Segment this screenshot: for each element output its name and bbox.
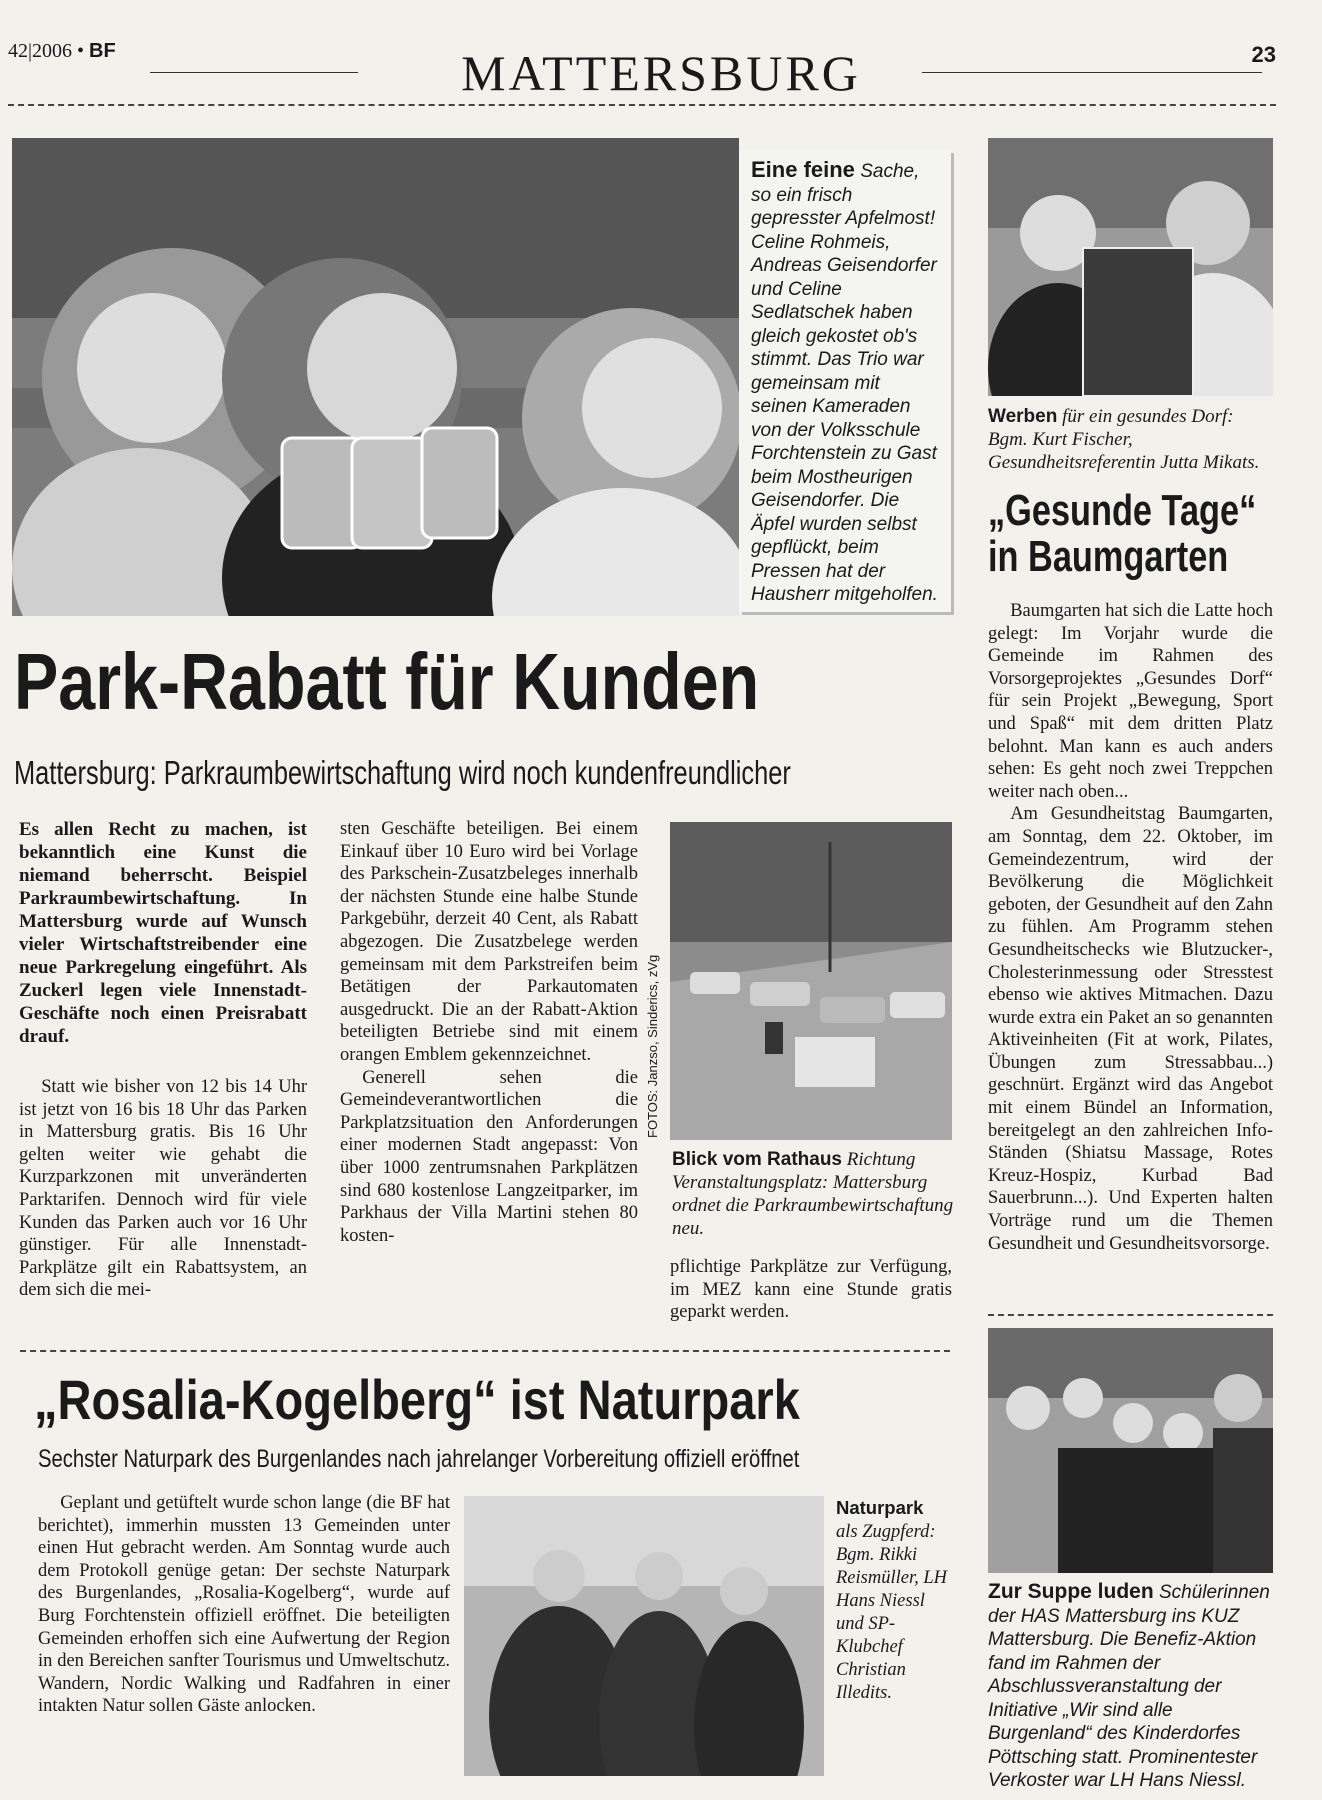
- suppe-divider: [988, 1314, 1273, 1316]
- naturpark-illustration: [464, 1496, 824, 1776]
- cider-children-illustration: [12, 138, 739, 616]
- gesunde-headline-line2: in Baumgarten: [988, 532, 1229, 581]
- gesunde-paragraph-1: Baumgarten hat sich die Latte hoch gelegt: Im Vorjahr wurde die Gemeinde im Rahmen des Vorsorgeprojektes „Gesundes Dorf“ für sein Projekt „Bewegung, Sport und Spaß“ mit dem dritten Platz belohnt. Man kann es auch anders sehen: Es geht noch zwei Treppchen weiter nach oben...: [988, 601, 1273, 802]
- werben-photo: [988, 138, 1273, 396]
- rathaus-caption-lead: Blick vom Rathaus: [672, 1149, 842, 1170]
- park-column-3: [670, 1256, 952, 1324]
- park-column-2-para-2: Generell sehen die Gemeindeverantwortlichen die Parkplatzsituation den Anforderungen einer modernen Stadt angepasst: Von über 1000 zentrumsnahen Parkplätzen sind 680 kostenlose Langzeitparker, im Parkhaus der Villa Martini stehen 80 kosten-: [340, 1067, 638, 1246]
- suppe-photo: [988, 1328, 1273, 1573]
- park-subhead: Mattersburg: Parkraumbewirtschaftung wird noch kundenfreundlicher: [14, 754, 791, 791]
- suppe-caption-body: Schülerinnen der HAS Mattersburg ins KUZ Mattersburg. Die Benefiz-Aktion fand im Rahmen der Abschlussveranstaltung der Initiative „Wir sind alle Burgenland“ des Kinderdorfes Pöttsching statt. Prominentester Verkoster war LH Hans Niessl.: [988, 1582, 1270, 1791]
- issue-bullet: •: [77, 40, 85, 62]
- section-title: MATTERSBURG: [461, 45, 861, 101]
- rosalia-divider: [20, 1350, 950, 1352]
- werben-caption: [988, 405, 1273, 474]
- werben-caption-lead: Werben: [988, 406, 1058, 427]
- page-number: 23: [1251, 42, 1276, 67]
- parking-lot-illustration: [670, 822, 952, 1140]
- top-caption-body: Sache, so ein frisch gepresster Apfelmost! Celine Rohmeis, Andreas Geisendorfer und Celine Sedlatschek haben gleich gekostet ob's stimmt. Das Trio war gemeinsam mit seinen Kameraden von der Volksschule Forchtenstein zu Gast beim Mostheurigen Geisendorfer. Die Äpfel wurden selbst gepflückt, beim Pressen hat der Hausherr mitgeholfen.: [751, 161, 938, 605]
- paper-logo: BF: [89, 40, 116, 62]
- cider-children-photo: [12, 138, 739, 616]
- suppe-caption-lead: Zur Suppe luden: [988, 1580, 1154, 1603]
- rosalia-body-text: Geplant und getüftelt wurde schon lange (die BF hat berichtet), immerhin mussten 13 Gemeinden unter einen Hut gebracht werden. Am Sonntag wurde auch dem Protokoll genüge getan: Der sechste Naturpark des Burgenlandes, „Rosalia-Kogelberg“, wurde auf Burg Forchtenstein offiziell eröffnet. Die beteiligten Gemeinden erhoffen sich eine Aufwertung der Region in den Bereichen sanfter Tourismus und Umweltschutz. Wandern, Nordic Walking und Radfahren in einer intakten Natur sollen Gäste anlocken.: [38, 1493, 450, 1717]
- gesunde-paragraph-2: Am Gesundheitstag Baumgarten, am Sonntag, dem 22. Oktober, im Gemeindezentrum, wird der Bevölkerung die Möglichkeit geboten, der Gesundheit auf den Zahn zu fühlen. Am Programm stehen Gesundheitschecks wie Blutzucker-, Cholesterinmessung oder Stresstest ebenso wie aktives Mitmachen. Dazu wurde extra ein Paket an so genannten Aktiveinheiten (Fit at work, Pilates, Übungen zum Stressabbau...) geschnürt. Ergänzt wird das Angebot mit einem Bündel an Information, bereitgelegt an den zahlreichen Info-Ständen (Shiatsu Massage, Rotes Kreuz-Hospiz, Kurbad Bad Sauerbrunn...). Und Experten halten Vorträge rund um die Themen Gesundheit und Gesundheitsvorsorge.: [988, 804, 1273, 1254]
- photo-credit: FOTOS: Janzso, Sinderics, zVg: [645, 954, 660, 1138]
- naturpark-caption-lead: Naturpark: [836, 1497, 924, 1518]
- rathaus-caption: [672, 1148, 954, 1240]
- rosalia-subhead: Sechster Naturpark des Burgenlandes nach jahrelanger Vorbereitung offiziell eröffnet: [38, 1445, 800, 1473]
- werben-caption-body: für ein gesundes Dorf: Bgm. Kurt Fischer, Gesundheitsreferentin Jutta Mikats.: [988, 406, 1260, 473]
- rosalia-body: [38, 1492, 450, 1718]
- park-column-1: [19, 1076, 307, 1302]
- park-headline: Park-Rabatt für Kunden: [14, 637, 760, 726]
- rathaus-view-photo: [670, 822, 952, 1140]
- header-rule-right: [922, 72, 1262, 73]
- park-lead: Es allen Recht zu machen, ist bekanntlich eine Kunst die niemand beherrscht. Beispiel Parkraumbewirtschaftung. In Mattersburg wurde auf Wunsch vieler Wirtschaftstreibender eine neue Parkregelung eingeführt. Als Zuckerl legen viele Innenstadt-Geschäfte noch einen Preisrabatt drauf.: [19, 819, 307, 1047]
- naturpark-caption-body: als Zugpferd: Bgm. Rikki Reismüller, LH Hans Niessl und SP-Klubchef Christian Illedits.: [836, 1522, 947, 1703]
- naturpark-caption: [836, 1496, 956, 1705]
- issue-number: 42|2006: [8, 40, 73, 62]
- gesunde-headline: [988, 488, 1256, 580]
- rosalia-headline: „Rosalia-Kogelberg“ ist Naturpark: [34, 1368, 800, 1431]
- werben-illustration: [988, 138, 1273, 396]
- top-photo-caption-box: [739, 150, 951, 612]
- gesunde-headline-line1: „Gesunde Tage“: [988, 486, 1257, 535]
- naturpark-photo: [464, 1496, 824, 1776]
- rathaus-caption-body: Richtung Veranstaltungsplatz: Mattersburg ordnet die Parkraumbewirtschaftung neu.: [672, 1149, 954, 1239]
- suppe-caption: [988, 1580, 1273, 1793]
- top-photo-caption: [739, 150, 951, 607]
- park-column-1-text: Statt wie bisher von 12 bis 14 Uhr ist jetzt von 16 bis 18 Uhr das Parken in Mattersburg gratis. Bis 16 Uhr gelten weiter wie gehabt die Kurzparkzonen mit unveränderten Parktarifen. Dennoch wird für viele Kunden das Parken auch vor 16 Uhr günstiger. Für alle Innenstadt-Parkplätze gilt ein Rabattsystem, an dem sich die mei-: [19, 1077, 307, 1301]
- gesunde-body: [988, 600, 1273, 1255]
- header-divider: [8, 104, 1276, 106]
- park-column-3-text: pflichtige Parkplätze zur Verfügung, im MEZ kann eine Stunde gratis geparkt werden.: [670, 1257, 952, 1323]
- park-column-2: [340, 818, 638, 1247]
- park-column-2-para-1: sten Geschäfte beteiligen. Bei einem Einkauf über 10 Euro wird bei Vorlage des Parkschein-Zusatzbeleges innerhalb der nächsten Stunde eine halbe Stunde Parkgebühr, derzeit 40 Cent, als Rabatt abgezogen. Die Zusatzbelege werden gemeinsam mit dem Parkstreifen beim Betätigen der Parkautomaten ausgedruckt. Die an der Rabatt-Aktion beteiligten Betriebe sind mit einem orangen Emblem gekennzeichnet.: [340, 819, 638, 1065]
- suppe-illustration: [988, 1328, 1273, 1573]
- top-caption-lead: Eine feine: [751, 157, 855, 182]
